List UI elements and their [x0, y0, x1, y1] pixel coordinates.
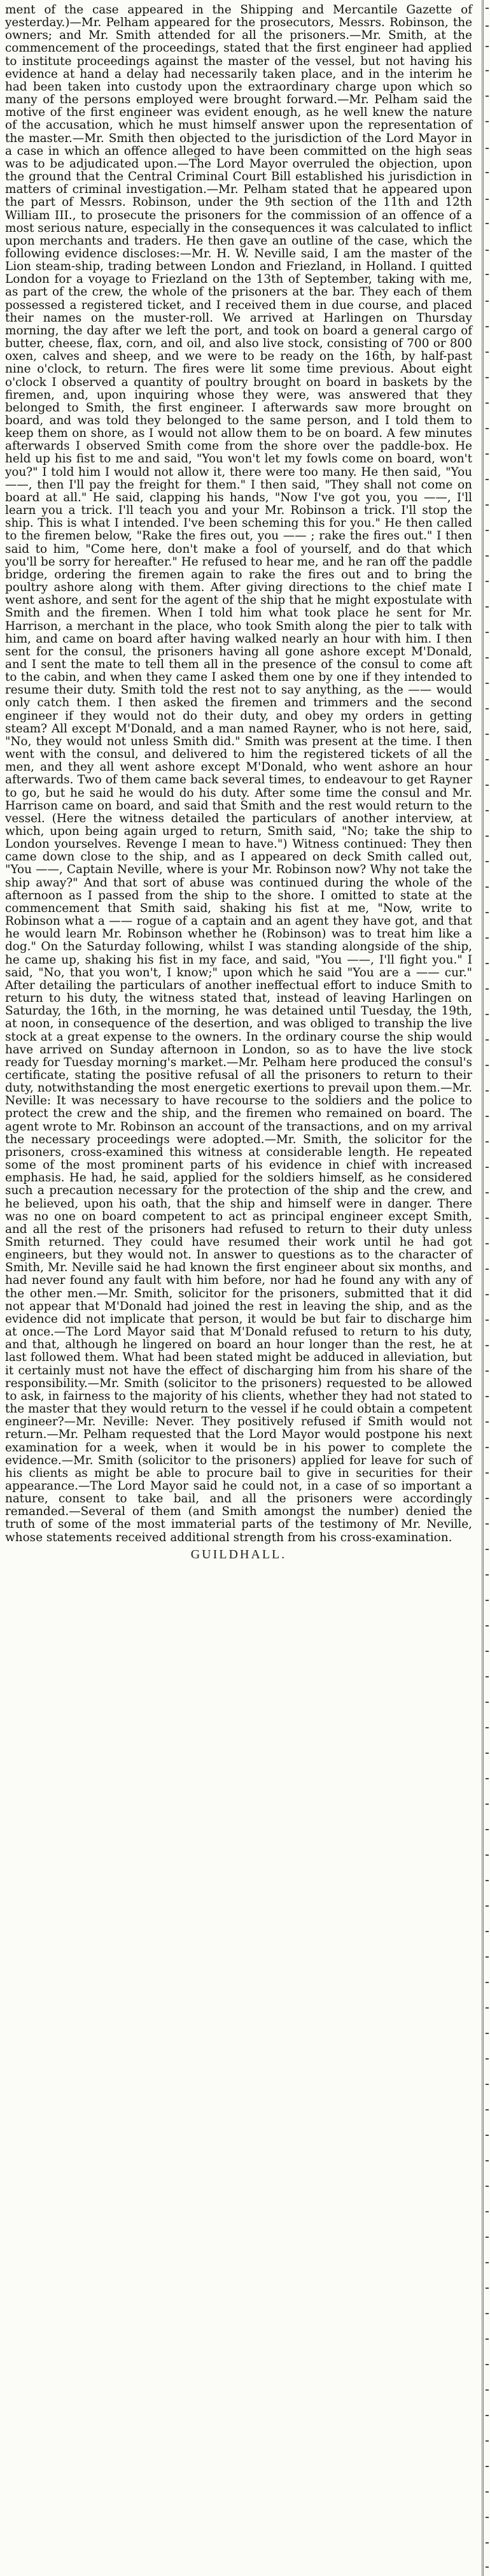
article-column	[3, 0, 476, 1566]
next-section-heading: GUILDHALL.	[190, 1547, 287, 1562]
adjacent-column-edge	[484, 0, 490, 2576]
article-body: ment of the case appeared in the Shipping and Mercantile Gazette of yesterday.)—Mr. Pelham appeared for the prosecutors, Messrs. Robinson, the owners; and Mr. Smith attended for all the prisoners.—Mr. Smith, at the commencement of the proceedings, stated that the first engineer had applied to institute proceedings against the master of the vessel, but not having his evidence at hand a delay had necessarily taken place, and in the interim he had been taken into custody upon the extraordinary charge upon which so many of the persons employed were brought forward.—Mr. Pelham said the motive of the first engineer was evident enough, as he well knew the nature of the accusation, which he must himself answer upon the representation of the master.—Mr. Smith then objected to the jurisdiction of the Lord Mayor in a case in which an offence alleged to have been committed on the high seas was to be adjudicated upon.—The Lord Mayor overruled the objection, upon the ground that the Central Criminal Court Bill established his jurisdiction in matters of criminal investigation.—Mr. Pelham stated that he appeared upon the part of Messrs. Robinson, under the 9th section of the 11th and 12th William III., to prosecute the prisoners for the commission of an offence of a most serious nature, especially in the consequences it was calculated to inflict upon merchants and traders. He then gave an outline of the case, which the following evidence discloses:—Mr. H. W. Neville said, I am the master of the Lion steam-ship, trading between London and Friezland, in Holland. I quitted London for a voyage to Friezland on the 13th of September, taking with me, as part of the crew, the whole of the prisoners at the bar. They each of them possessed a registered ticket, and I received them in due course, and placed their names on the muster-roll. We arrived at Harlingen on Thursday morning, the day after we left the port, and took on board a general cargo of butter, cheese, flax, corn, and oil, and also live stock, consisting of 700 or 800 oxen, calves and sheep, and we were to be ready on the 16th, by half-past nine o'clock, to return. The fires were lit some time previous. About eight o'clock I observed a quantity of poultry brought on board in baskets by the firemen, and, upon inquiring whose they were, was answered that they belonged to Smith, the first engineer. I afterwards saw more brought on board, and was told they belonged to the same person, and I told them to keep them on shore, as I would not allow them to be on board. A few minutes afterwards I observed Smith come from the shore over the paddle-box. He held up his fist to me and said, "You won't let my fowls come on board, won't you?" I told him I would not allow it, there were too many. He then said, "You ——, then I'll pay the freight for them." I then said, "They shall not come on board at all." He said, clapping his hands, "Now I've got you, you ——, I'll learn you a trick. I'll teach you and your Mr. Robinson a trick. I'll stop the ship. This is what I intended. I've been scheming this for you." He then called to the firemen below, "Rake the fires out, you —— ; rake the fires out." I then said to him, "Come here, don't make a fool of yourself, and do that which you'll be sorry for hereafter." He refused to hear me, and he ran off the paddle bridge, ordering the firemen again to rake the fires out and to bring the poultry ashore along with them. After giving directions to the chief mate I went ashore, and sent for the agent of the ship that he might expostulate with Smith and the firemen. When I told him what took place he sent for Mr. Harrison, a merchant in the place, who took Smith along the pier to talk with him, and came on board after having walked nearly an hour with him. I then sent for the consul, the prisoners having all gone ashore except M'Donald, and I sent the mate to tell them all in the presence of the consul to come aft to the cabin, and when they came I asked them one by one if they intended to resume their duty. Smith told the rest not to say anything, as the —— would only catch them. I then asked the firemen and trimmers and the second engineer if they would not do their duty, and obey my orders in getting steam? All except M'Donald, and a man named Rayner, who is not here, said, "No, they would not unless Smith did." Smith was present at the time. I then went with the consul, and delivered to him the registered tickets of all the men, and they all went ashore except M'Donald, who went ashore an hour afterwards. Two of them came back several times, to endeavour to get Rayner to go, but he said he would do his duty. After some time the consul and Mr. Harrison came on board, and said that Smith and the rest would return to the vessel. (Here the witness detailed the particulars of another interview, at which, upon being again urged to return, Smith said, "No; take the ship to London yourselves. Revenge I mean to have.") Witness continued: They then came down close to the ship, and as I appeared on deck Smith called out, "You ——, Captain Neville, where is your Mr. Robinson now? Why not take the ship away?" And that sort of abuse was continued during the whole of the afternoon as I passed from the ship to the shore. I omitted to state at the commencement that Smith said, shaking his fist at me, "Now, write to Robinson what a —— rogue of a captain and an agent they have got, and that he would learn Mr. Robinson whether he (Robinson) was to treat him like a dog." On the Saturday following, whilst I was standing alongside of the ship, he came up, shaking his fist in my face, and said, "You ——, I'll fight you." I said, "No, that you won't, I know;" upon which he said "You are a —— cur." After detailing the particulars of another ineffectual effort to induce Smith to return to his duty, the witness stated that, instead of leaving Harlingen on Saturday, the 16th, in the morning, he was detained until Tuesday, the 19th, at noon, in consequence of the desertion, and was obliged to tranship the live stock at a great expense to the owners. In the ordinary course the ship would have arrived on Sunday afternoon in London, so as to have the live stock ready for Tuesday morning's market.—Mr. Pelham here produced the consul's certificate, stating the positive refusal of all the prisoners to return to their duty, notwithstanding the most energetic exertions to prevail upon them.—Mr. Neville: It was necessary to have recourse to the soldiers and the police to protect the crew and the ship, and the firemen who remained on board. The agent wrote to Mr. Robinson an account of the transactions, and on my arrival the necessary proceedings were adopted.—Mr. Smith, the solicitor for the prisoners, cross-examined this witness at considerable length. He repeated some of the most prominent parts of his evidence in chief with increased emphasis. He had, he said, applied for the soldiers himself, as he considered such a precaution necessary for the protection of the ship and the crew, and he believed, upon his oath, that the ship and himself were in danger. There was no one on board competent to act as principal engineer except Smith, and all the rest of the prisoners had refused to return to their duty unless Smith returned. They could have resumed their work until he had got engineers, but they would not. In answer to questions as to the character of Smith, Mr. Neville said he had known the first engineer about six months, and had never found any fault with him before, nor had he found any with any of the other men.—Mr. Smith, solicitor for the prisoners, submitted that it did not appear that M'Donald had joined the rest in leaving the ship, and as the evidence did not implicate that person, it would be but fair to discharge him at once.—The Lord Mayor said that M'Donald refused to return to his duty, and that, although he lingered on board an hour longer than the rest, he at last followed them. What had been stated might be adduced in alleviation, but it certainly must not have the effect of discharging him from his share of the responsibility.—Mr. Smith (solicitor to the prisoners) requested to be allowed to ask, in fairness to the majority of his clients, whether they had not stated to the master that they would return to the vessel if he could obtain a competent engineer?—Mr. Neville: Never. They positively refused if Smith would not return.—Mr. Pelham requested that the Lord Mayor would postpone his next examination for a week, when it would be in his power to complete the evidence.—Mr. Smith (solicitor to the prisoners) applied for leave for such of his clients as might be able to procure bail to give in securities for their appearance.—The Lord Mayor said he could not, in a case of so important a nature, consent to take bail, and all the prisoners were accordingly remanded.—Several of them (and Smith amongst the number) denied the truth of some of the most immaterial parts of the testimony of Mr. Neville, whose statements received additional strength from his cross-examination.	[5, 3, 472, 1544]
